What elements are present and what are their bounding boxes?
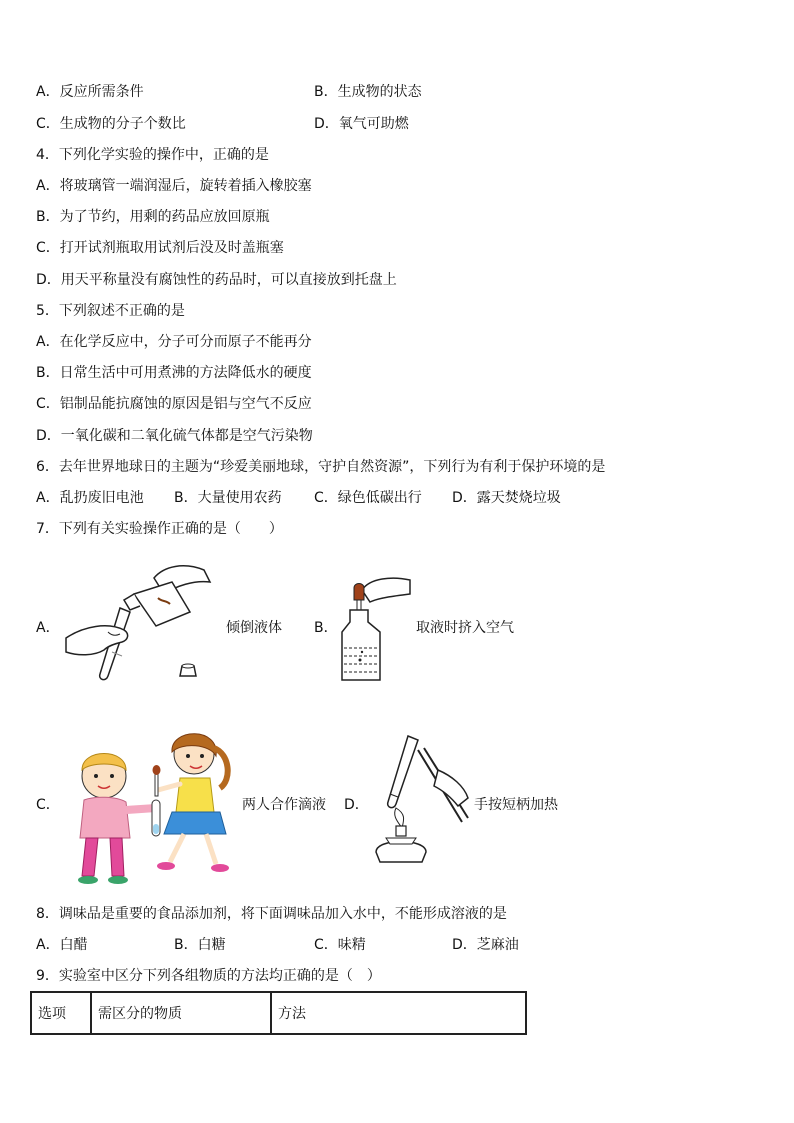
two-children-dropping-illustration	[60, 726, 242, 888]
q7-option-d-caption: 手按短柄加热	[474, 797, 558, 813]
q4-option-c: C．打开试剂瓶取用试剂后没及时盖瓶塞	[36, 240, 284, 256]
q8-option-a: A．白醋	[36, 937, 88, 953]
q6-option-c: C．绿色低碳出行	[314, 490, 422, 506]
q8-option-c: C．味精	[314, 937, 366, 953]
q6-stem: 6．去年世界地球日的主题为“珍爱美丽地球，守护自然资源”，下列行为有利于保护环境的是	[36, 459, 606, 475]
table-row	[31, 992, 526, 1034]
q9-stem: 9．实验室中区分下列各组物质的方法均正确的是（ ）	[36, 968, 381, 984]
table-header-option: 选项	[31, 992, 91, 1034]
q7-option-c-letter: C．	[36, 797, 60, 813]
q5-option-a: A．在化学反应中，分子可分而原子不能再分	[36, 334, 312, 350]
table-header-method: 方法	[271, 992, 526, 1034]
q4-option-a: A．将玻璃管一端润湿后，旋转着插入橡胶塞	[36, 178, 312, 194]
q6-option-d: D．露天焚烧垃圾	[452, 490, 561, 506]
table-header-substances: 需区分的物质	[91, 992, 271, 1034]
q7-option-b-letter: B．	[314, 620, 338, 636]
q7-option-a-caption: 倾倒液体	[226, 620, 282, 636]
q4-stem: 4．下列化学实验的操作中，正确的是	[36, 147, 269, 163]
q3-option-d: D．氧气可助燃	[314, 116, 409, 132]
q7-option-c-caption: 两人合作滴液	[242, 797, 326, 813]
q3-option-a: A．反应所需条件	[36, 84, 144, 100]
q7-stem: 7．下列有关实验操作正确的是（ ）	[36, 521, 283, 537]
q5-stem: 5．下列叙述不正确的是	[36, 303, 185, 319]
q5-option-c: C．铝制品能抗腐蚀的原因是铝与空气不反应	[36, 396, 312, 412]
heating-test-tube-illustration	[366, 734, 472, 866]
q8-option-d: D．芝麻油	[452, 937, 519, 953]
q6-option-b: B．大量使用农药	[174, 490, 282, 506]
q6-option-a: A．乱扔废旧电池	[36, 490, 144, 506]
q7-option-a-letter: A．	[36, 620, 60, 636]
q4-option-b: B．为了节约，用剩的药品应放回原瓶	[36, 209, 270, 225]
q8-option-b: B．白糖	[174, 937, 226, 953]
dropper-bottle-illustration	[336, 574, 416, 684]
q4-option-d: D．用天平称量没有腐蚀性的药品时，可以直接放到托盘上	[36, 272, 397, 288]
pouring-liquid-illustration	[64, 560, 220, 690]
q3-option-b: B．生成物的状态	[314, 84, 422, 100]
q3-option-c: C．生成物的分子个数比	[36, 116, 186, 132]
q7-option-d-letter: D．	[344, 797, 369, 813]
q8-stem: 8．调味品是重要的食品添加剂，将下面调味品加入水中，不能形成溶液的是	[36, 906, 507, 922]
q5-option-b: B．日常生活中可用煮沸的方法降低水的硬度	[36, 365, 312, 381]
q9-table	[30, 991, 527, 1035]
q7-option-b-caption: 取液时挤入空气	[416, 620, 514, 636]
q5-option-d: D．一氧化碳和二氧化硫气体都是空气污染物	[36, 428, 313, 444]
